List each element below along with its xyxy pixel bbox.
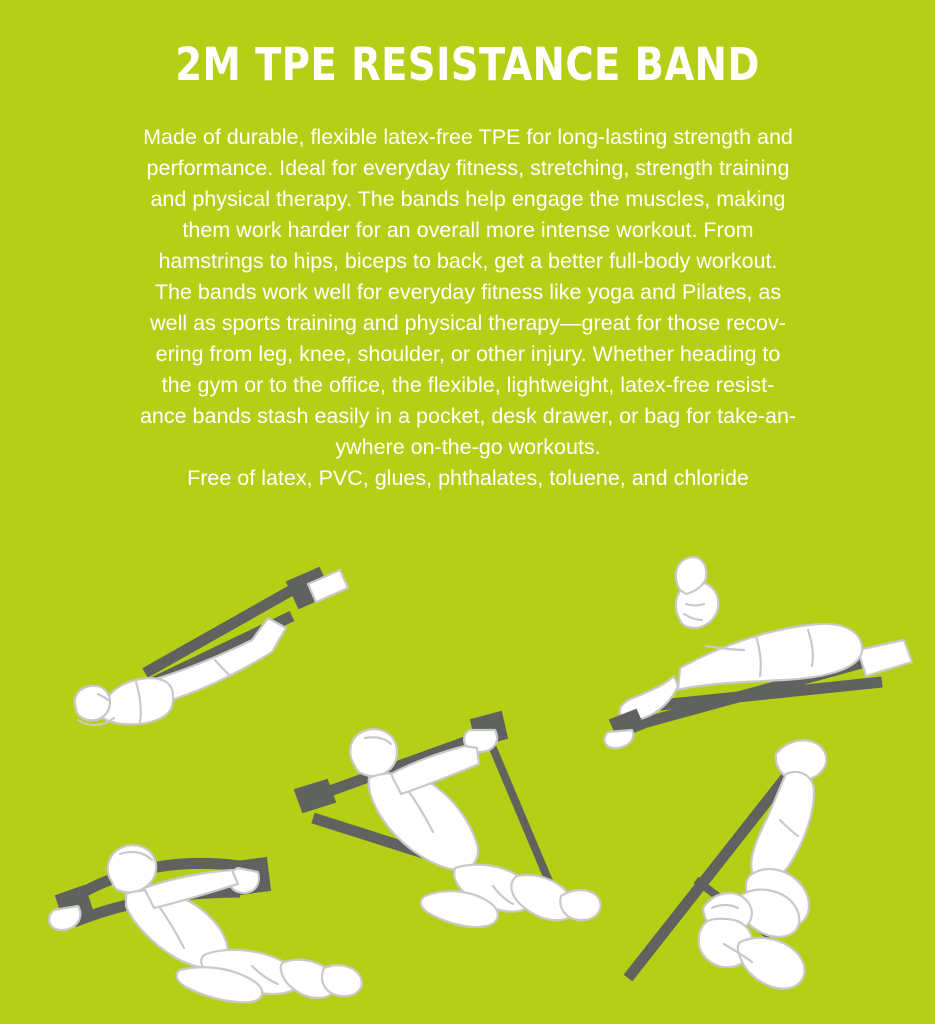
torso-and-legs — [678, 624, 862, 690]
description-line: ywhere on-the-go workouts. — [335, 435, 601, 459]
product-description — [88, 122, 848, 494]
shoe — [858, 640, 912, 676]
lying-leg-raise-exercise — [600, 730, 900, 1020]
exercise-illustrations — [0, 540, 935, 1024]
lower-leg — [738, 938, 805, 989]
description-line: hamstrings to hips, biceps to back, get a better full-body workout. — [158, 249, 778, 273]
hand-left — [49, 906, 80, 930]
description-footnote: Free of latex, PVC, glues, phthalates, toluene, and chloride — [187, 466, 749, 490]
description-line: Made of durable, flexible latex-free TPE for long-lasting strength and — [143, 125, 793, 149]
description-line: and physical therapy. The bands help engage the muscles, making — [150, 187, 786, 211]
description-line: The bands work well for everyday fitness like yoga and Pilates, as — [154, 280, 782, 304]
description-line: ering from leg, knee, shoulder, or other injury. Whether heading to — [155, 342, 781, 366]
raised-leg — [751, 772, 814, 881]
description-line: the gym or to the office, the flexible, lightweight, latex-free resist- — [161, 373, 775, 397]
shoe — [322, 965, 362, 996]
torso — [369, 773, 478, 870]
page-title: 2M TPE RESISTANCE BAND — [175, 38, 760, 91]
band-anchor — [295, 780, 335, 812]
description-line: ance bands stash easily in a pocket, desk drawer, or bag for take-an- — [139, 404, 797, 428]
description-line: them work harder for an overall more intense workout. From — [182, 218, 754, 242]
head — [75, 686, 110, 721]
resistance-band — [487, 734, 551, 886]
shoe — [560, 890, 600, 920]
seated-chest-pull-exercise — [40, 810, 380, 1010]
description-line: well as sports training and physical therapy—great for those recov- — [150, 311, 786, 335]
description-line: performance. Ideal for everyday fitness, stretching, strength training — [146, 156, 790, 180]
